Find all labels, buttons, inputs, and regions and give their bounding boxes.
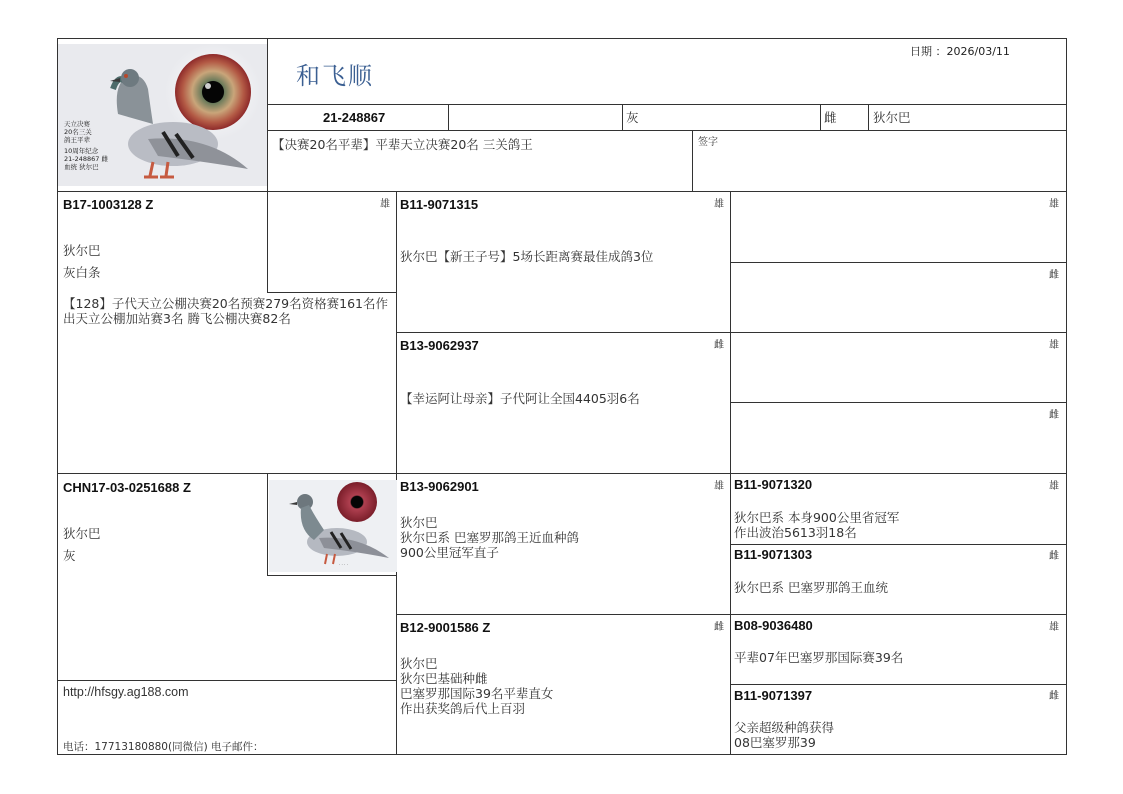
photo-caption [64,120,112,171]
g2-ring-number: B13-9062937 [400,338,479,353]
main-color: 灰 [626,110,639,125]
signature-label: 签字 [698,137,718,148]
photo-caption-line: 鸽王平辈 [64,136,90,144]
g2-ring-number: B13-9062901 [400,479,479,494]
g3-ring-number: B11-9071397 [734,688,813,703]
g3-sex: 雄 [1049,622,1059,633]
g3-sex: 雌 [1049,691,1059,702]
g2-ring-number: B12-9001586 Z [400,620,491,635]
g2-sex: 雌 [714,622,724,633]
g2-sex: 雄 [714,481,724,492]
dam-color: 灰 [63,548,76,563]
photo-caption-line: 21-248867 雌 [64,155,108,163]
g3-notes: 父亲超级种鸽获得 08巴塞罗那39 [734,720,835,750]
g2-ring-number: B11-9071315 [400,197,479,212]
g2-sex: 雄 [714,199,724,210]
g2-sex: 雌 [714,340,724,351]
g3-sex: 雌 [1049,270,1059,281]
g2-notes: 狄尔巴 狄尔巴基础种雌 巴塞罗那国际39名平辈直女 作出获奖鸽后代上百羽 [400,656,554,716]
photo-caption-line: 天立决赛 [64,120,90,128]
g3-sex: 雌 [1049,410,1059,421]
g2-notes: 【幸运阿让母亲】子代阿让全国4405羽6名 [400,391,640,406]
main-bird-photo [58,44,268,186]
sire-ring-number: B17-1003128 Z [63,197,154,212]
sire-color: 灰白条 [63,265,101,280]
print-date: 日期 ：2026/03/11 [910,45,1010,58]
g3-ring-number: B08-9036480 [734,618,813,633]
main-strain: 狄尔巴 [873,110,911,125]
dam-photo [267,474,397,576]
g3-sex: 雌 [1049,551,1059,562]
main-sex: 雌 [824,110,837,125]
main-achievement: 【决赛20名平辈】平辈天立决赛20名 三关鸽王 [272,137,533,152]
website-link[interactable]: http://hfsgy.ag188.com [63,685,189,699]
g3-ring-number: B11-9071320 [734,477,813,492]
sire-photo-box [267,191,397,293]
g3-ring-number: B11-9071303 [734,547,813,562]
g2-notes: 狄尔巴【新王子号】5场长距离赛最佳成鸽3位 [400,249,654,264]
g3-sex: 雄 [1049,481,1059,492]
g3-notes: 平辈07年巴塞罗那国际赛39名 [734,650,904,665]
g3-notes: 狄尔巴系 本身900公里省冠军 作出波治5613羽18名 [734,510,900,540]
dam-pigeon-image [269,480,397,572]
contact-info: 电话：17713180880(同微信) 电子邮件： [63,741,264,753]
g3-notes: 狄尔巴系 巴塞罗那鸽王血统 [734,580,888,595]
svg-text:· · · ·: · · · · [339,562,348,567]
photo-caption-line: 20名三关 [64,128,92,136]
g3-sex: 雄 [1049,199,1059,210]
main-ring-number: 21-248867 [323,110,386,125]
sire-notes: 【128】子代天立公棚决赛20名预赛279名资格赛161名作出天立公棚加站赛3名 腾飞公棚决赛82名 [63,296,388,326]
dam-ring-number: CHN17-03-0251688 Z [63,480,191,495]
dam-strain: 狄尔巴 [63,526,101,541]
g3-sex: 雄 [1049,340,1059,351]
sire-strain: 狄尔巴 [63,243,101,258]
g2-notes: 狄尔巴 狄尔巴系 巴塞罗那鸽王近血种鸽 900公里冠军直子 [400,515,579,560]
sire-sex: 雄 [380,199,390,210]
photo-caption-line: 血统 狄尔巴 [64,163,99,171]
loft-title: 和飞顺 [296,62,374,90]
photo-caption-line: 10周年纪念 [64,147,99,155]
